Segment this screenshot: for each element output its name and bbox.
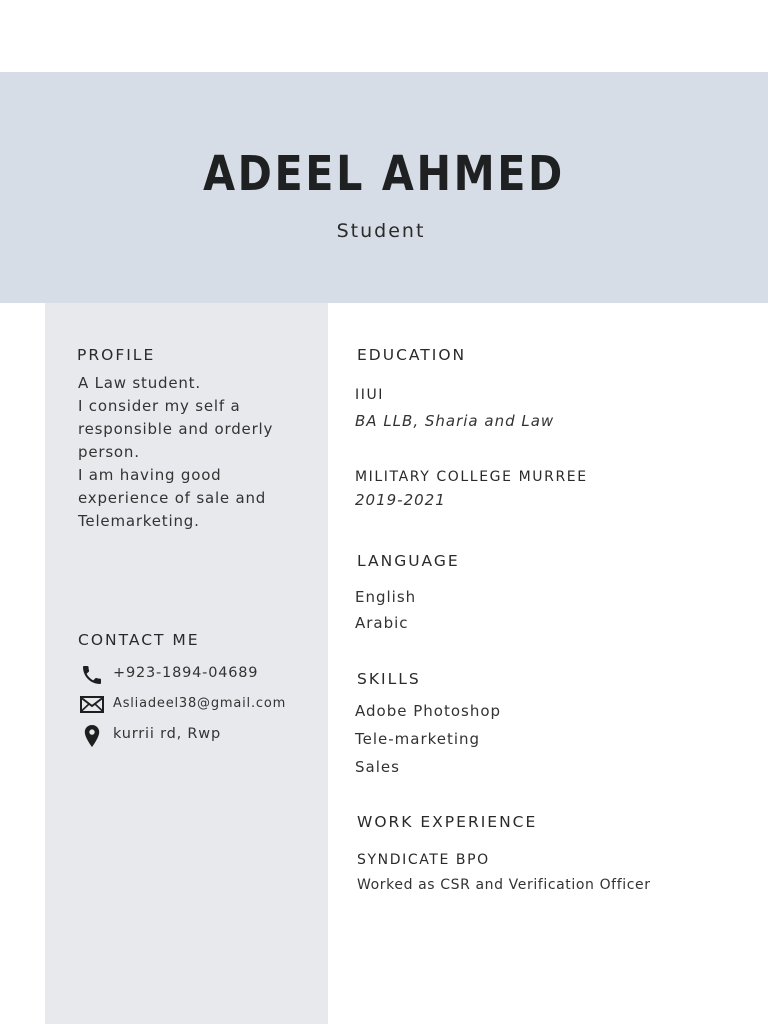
work-description: Worked as CSR and Verification Officer [357, 877, 651, 893]
location-pin-icon [80, 724, 104, 748]
skills-heading: SKILLS [357, 670, 421, 688]
contact-email: Asliadeel38@gmail.com [113, 696, 287, 711]
phone-icon [80, 663, 104, 687]
education-years: 2019-2021 [355, 491, 446, 509]
profile-body [78, 372, 308, 533]
language-item: English [355, 588, 417, 606]
contact-phone: +923-1894-04689 [113, 665, 259, 681]
work-heading: WORK EXPERIENCE [357, 813, 538, 831]
profile-line: I am having good [78, 466, 222, 484]
profile-line: responsible and orderly [78, 420, 274, 438]
skill-item: Adobe Photoshop [355, 702, 502, 720]
candidate-role: Student [336, 220, 426, 242]
education-school: MILITARY COLLEGE MURREE [355, 469, 588, 485]
candidate-name: ADEEL AHMED [203, 146, 565, 202]
profile-line: I consider my self a [78, 397, 241, 415]
mail-icon [80, 693, 104, 717]
education-heading: EDUCATION [357, 346, 467, 364]
language-item: Arabic [355, 614, 409, 632]
language-heading: LANGUAGE [357, 552, 460, 570]
work-company: SYNDICATE BPO [357, 852, 490, 868]
skill-item: Tele-marketing [355, 730, 481, 748]
profile-heading: PROFILE [77, 346, 156, 364]
profile-line: Telemarketing. [78, 512, 200, 530]
contact-heading: CONTACT ME [78, 631, 200, 649]
skill-item: Sales [355, 758, 400, 776]
education-degree: BA LLB, Sharia and Law [355, 412, 555, 430]
profile-line: person. [78, 443, 140, 461]
contact-address: kurrii rd, Rwp [113, 726, 221, 742]
education-school: IIUI [355, 387, 385, 403]
profile-line: experience of sale and [78, 489, 267, 507]
profile-line: A Law student. [78, 374, 201, 392]
